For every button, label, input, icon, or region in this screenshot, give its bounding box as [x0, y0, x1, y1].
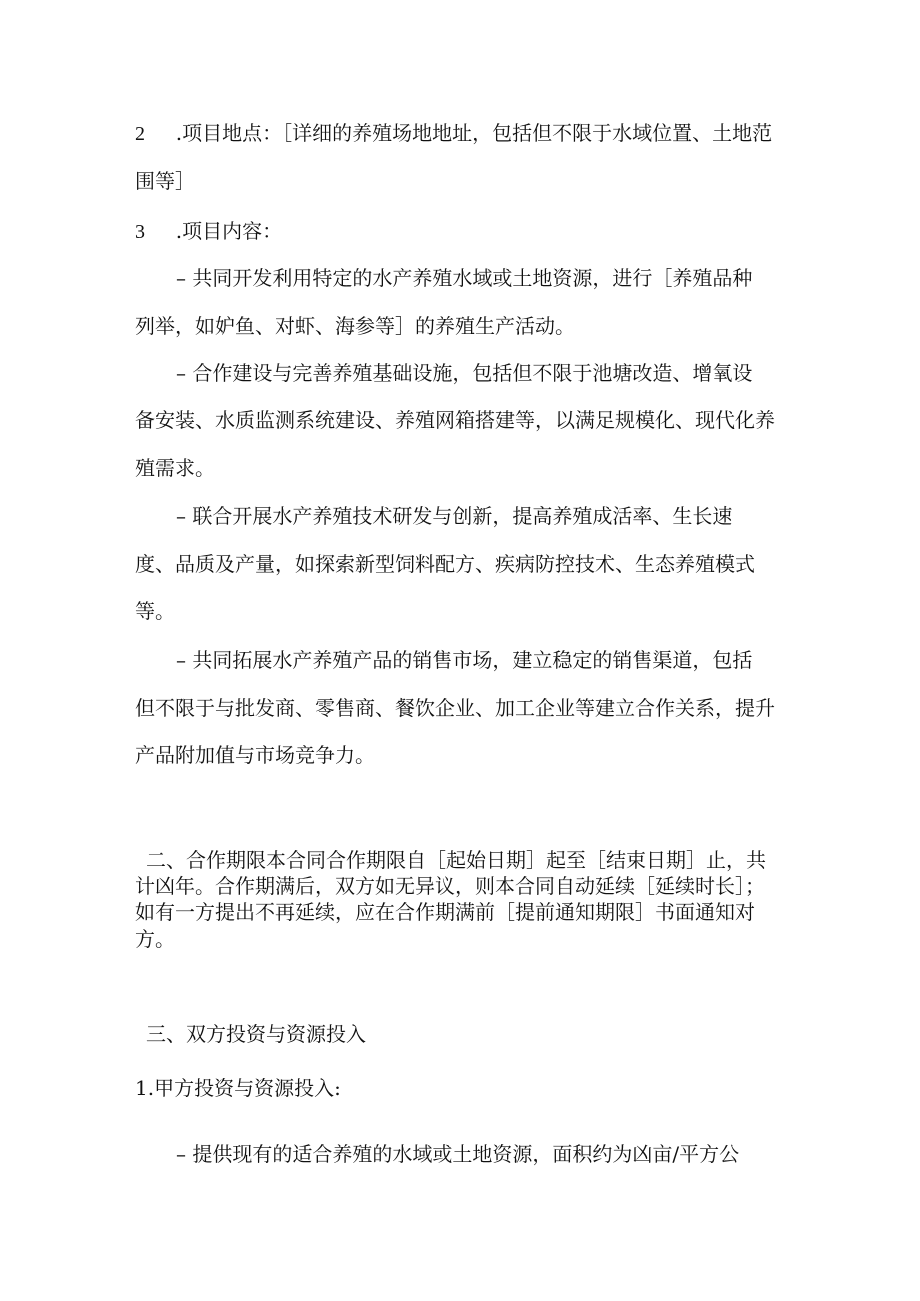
- bullet-3-line-2: 度、品质及产量，如探索新型饲料配方、疾病防控技术、生态养殖模式: [135, 552, 755, 576]
- item-2-number: 2: [135, 123, 145, 145]
- section-3-title: 三、双方投资与资源投入: [146, 1022, 366, 1046]
- item-3-heading: [135, 217, 282, 246]
- bullet-4-line-2: 但不限于与批发商、零售商、餐饮企业、加工企业等建立合作关系，提升: [135, 696, 775, 720]
- item-3-number: 3: [135, 221, 145, 243]
- section-2-line-1: 二、合作期限本合同合作期限自［起始日期］起至［结束日期］止，共: [146, 848, 766, 872]
- item-2-line-2: 围等］: [135, 169, 195, 193]
- bullet-3-line-1: – 联合开展水产养殖技术研发与创新，提高养殖成活率、生长速: [176, 504, 733, 528]
- section-2-line-4: 方。: [135, 927, 175, 951]
- bullet-1-line-2: 列举，如妒鱼、对虾、海参等］的养殖生产活动。: [135, 314, 575, 338]
- section-3-sub-1: 1.甲方投资与资源投入:: [135, 1076, 341, 1100]
- bullet-1-line-1: – 共同开发利用特定的水产养殖水域或土地资源，进行［养殖品种: [176, 266, 753, 290]
- bullet-4-line-1: – 共同拓展水产养殖产品的销售市场，建立稳定的销售渠道，包括: [176, 648, 753, 672]
- item-2-line-1: [135, 119, 772, 148]
- bullet-2-line-3: 殖需求。: [135, 456, 215, 480]
- bullet-2-line-2: 备安装、水质监测系统建设、养殖网箱搭建等，以满足规模化、现代化养: [135, 408, 775, 432]
- bullet-3-line-3: 等。: [135, 599, 175, 623]
- bullet-4-line-3: 产品附加值与市场竞争力。: [135, 743, 375, 767]
- section-3-bullet-1: – 提供现有的适合养殖的水域或土地资源，面积约为凶亩/平方公: [176, 1142, 740, 1166]
- bullet-2-line-1: – 合作建设与完善养殖基础设施，包括但不限于池塘改造、增氧设: [176, 361, 753, 385]
- item-2-text: .项目地点：［详细的养殖场地地址，包括但不限于水域位置、土地范: [175, 121, 773, 145]
- item-3-title: .项目内容：: [175, 219, 283, 243]
- section-2-line-2: 计凶年。合作期满后，双方如无异议，则本合同自动延续［延续时长］；: [135, 874, 765, 898]
- section-2-line-3: 如有一方提出不再延续，应在合作期满前［提前通知期限］书面通知对: [135, 900, 755, 924]
